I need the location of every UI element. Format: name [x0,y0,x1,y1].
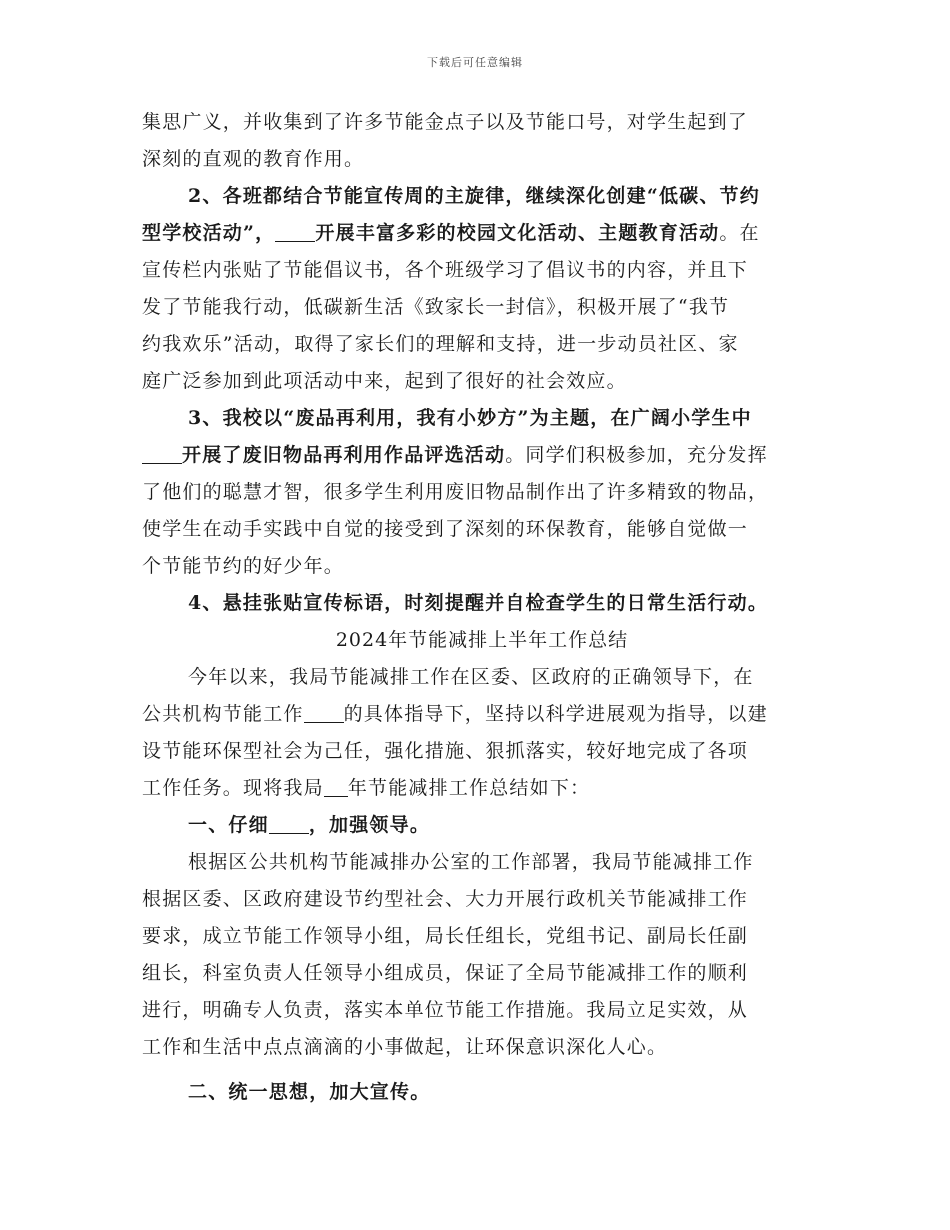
paragraph-line: 约我欢乐”活动，取得了家长们的理解和支持，进一步动员社区、家 [142,333,739,355]
paragraph-line: 今年以来，我局节能减排工作在区委、区政府的正确领导下，在 [188,666,754,688]
paragraph-line: 了他们的聪慧才智，很多学生利用废旧物品制作出了许多精致的物品， [142,481,769,503]
blank-underline [304,703,344,723]
document-body [142,104,822,1111]
paragraph-line: 根据区公共机构节能减排办公室的工作部署，我局节能减排工作 [188,851,754,873]
paragraph-line [142,437,822,474]
text-span: 。同学们积极参加，充分发挥 [505,444,768,466]
page-header: 下载后可任意编辑 [427,56,523,69]
paragraph-line: 个节能节约的好少年。 [142,555,345,577]
text-span: 开展了废旧物品再利用作品评选活动 [182,444,506,466]
paragraph-line [142,215,822,252]
section-heading [142,807,822,844]
text-span: 的具体指导下，坚持以科学进展观为指导，以建 [343,703,768,725]
blank-underline [275,222,315,242]
paragraph-line: 宣传栏内张贴了节能倡议书，各个班级学习了倡议书的内容，并且下 [142,259,749,281]
paragraph-line: 4、悬挂张贴宣传标语，时刻提醒并自检查学生的日常生活行动。 [188,592,769,614]
text-span: 年节能减排工作总结如下： [347,777,591,799]
paragraph-line: 集思广义，并收集到了许多节能金点子以及节能口号，对学生起到了 [142,111,749,133]
section-heading: 二、统一思想，加大宣传。 [188,1081,431,1103]
text-span: 开展丰富多彩的校园文化活动、主题教育活动 [315,222,720,244]
paragraph-line: 根据区委、区政府建设节约型社会、大力开展行政机关节能减排工作 [142,888,749,910]
paragraph-line [142,696,822,733]
text-span: ，加强领导。 [308,814,431,836]
paragraph-line: 3、我校以“废品再利用，我有小妙方”为主题，在广阔小学生中 [188,407,752,429]
paragraph-line: 发了节能我行动，低碳新生活《致家长一封信》，积极开展了“我节 [142,296,730,318]
blank-underline [142,444,182,464]
paragraph-line: 工作和生活中点点滴滴的小事做起，让环保意识深化人心。 [142,1036,668,1058]
paragraph-line: 使学生在动手实践中自觉的接受到了深刻的环保教育，能够自觉做一 [142,518,749,540]
text-span: 型学校活动”， [142,222,276,244]
paragraph-line [142,770,822,807]
paragraph-line: 组长，科室负责人任领导小组成员，保证了全局节能减排工作的顺利 [142,962,749,984]
paragraph-line: 设节能环保型社会为己任，强化措施、狠抓落实，较好地完成了各项 [142,740,749,762]
paragraph-line: 2、各班都结合节能宣传周的主旋律，继续深化创建“低碳、节约 [188,185,760,207]
text-span: 工作任务。现将我局 [142,777,324,799]
text-span: 公共机构节能工作 [142,703,304,725]
paragraph-line: 庭广泛参加到此项活动中来，起到了很好的社会效应。 [142,370,627,392]
paragraph-line: 要求，成立节能工作领导小组，局长任组长，党组书记、副局长任副 [142,925,749,947]
section-title: 2024年节能减排上半年工作总结 [335,629,629,651]
paragraph-line: 进行，明确专人负责，落实本单位节能工作措施。我局立足实效，从 [142,999,749,1021]
blank-underline [269,814,309,834]
paragraph-line: 深刻的直观的教育作用。 [142,148,365,170]
text-span: 。在 [719,222,760,244]
text-span: 一、仔细 [188,814,269,836]
blank-underline [324,777,348,797]
